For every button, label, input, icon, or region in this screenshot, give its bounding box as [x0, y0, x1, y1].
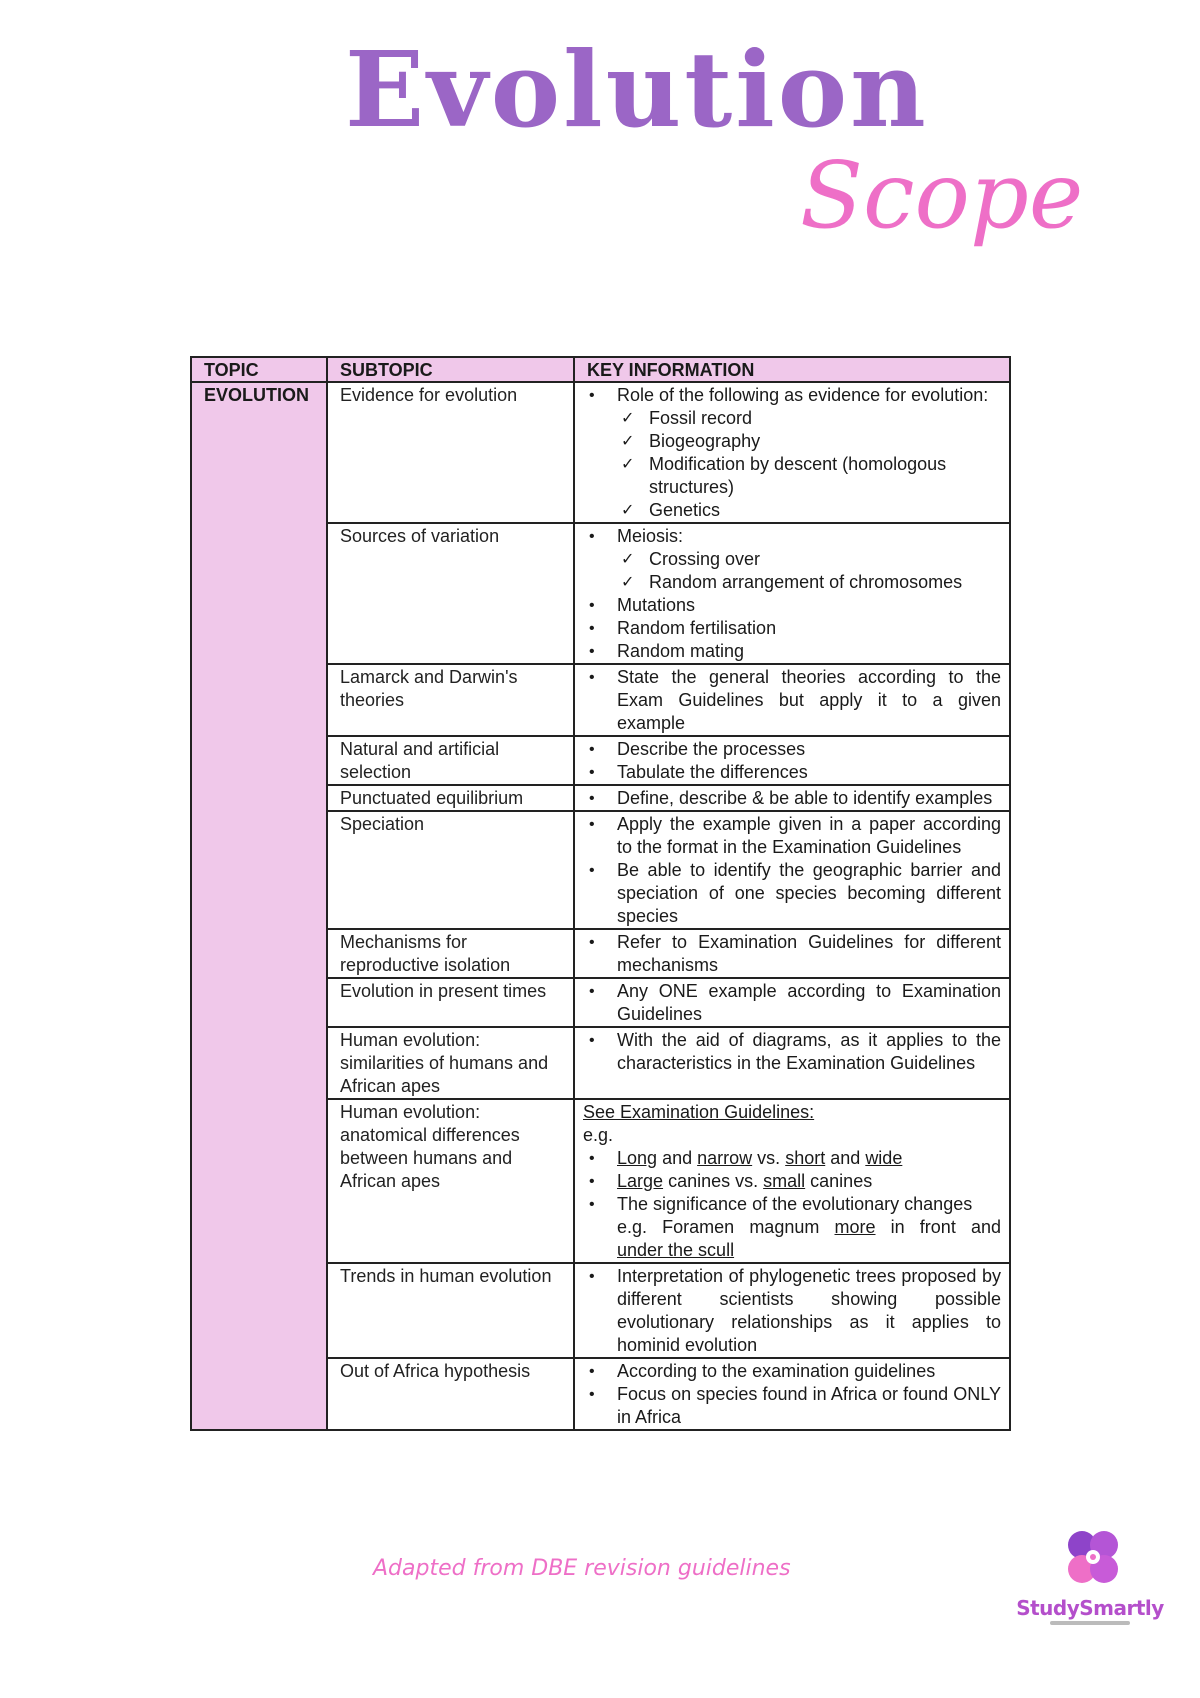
scope-table	[190, 356, 1011, 1431]
footer-note: Adapted from DBE revision guidelines	[373, 1556, 791, 1581]
logo-wordmark: StudySmartly	[1016, 1596, 1164, 1620]
word-under-the-scull: under the scull	[617, 1240, 735, 1260]
page-subtitle: Scope	[800, 142, 1084, 249]
word: and	[830, 1148, 861, 1168]
key-info-cell	[574, 523, 1010, 664]
word: e.g. Foramen magnum	[617, 1217, 820, 1237]
studysmartly-logo	[1010, 1520, 1170, 1630]
subtopic-cell: Human evolution: anatomical differences between humans and African apes	[327, 1099, 574, 1263]
eg-label: e.g.	[583, 1125, 614, 1145]
list-item	[583, 1147, 1001, 1170]
subtopic-cell: Natural and artificial selection	[327, 736, 574, 785]
subtopic-cell: Evolution in present times	[327, 978, 574, 1027]
list-item	[583, 525, 1001, 594]
word: in front and	[890, 1217, 1001, 1237]
list-item: • Any ONE example according to Examination Guidelines	[583, 980, 1001, 1026]
word-short: short	[785, 1148, 826, 1168]
key-info-cell	[574, 664, 1010, 736]
key-info-cell	[574, 736, 1010, 785]
list-item: • Focus on species found in Africa or found ONLY in Africa	[583, 1383, 1001, 1429]
word-narrow: narrow	[697, 1148, 753, 1168]
word-long: Long	[617, 1148, 658, 1168]
list-item: • Refer to Examination Guidelines for different mechanisms	[583, 931, 1001, 977]
subtopic-cell: Trends in human evolution	[327, 1263, 574, 1358]
key-info-cell	[574, 382, 1010, 523]
list-item: • Describe the processes	[583, 738, 1001, 761]
page-title: Evolution	[345, 28, 929, 151]
key-info-cell	[574, 1358, 1010, 1430]
table-row	[191, 382, 1010, 523]
subtopic-cell: Speciation	[327, 811, 574, 929]
key-info-cell	[574, 811, 1010, 929]
list-item: • State the general theories according to the Exam Guidelines but apply it to a given example	[583, 666, 1001, 735]
key-info-cell	[574, 929, 1010, 978]
logo-tagline	[1050, 1621, 1130, 1625]
topic-cell: EVOLUTION	[191, 382, 327, 1430]
key-info-cell	[574, 1263, 1010, 1358]
subtopic-cell: Sources of variation	[327, 523, 574, 664]
column-header-key-information: KEY INFORMATION	[574, 357, 1010, 382]
check-item: ✓ Fossil record	[617, 407, 1001, 430]
subtopic-cell: Evidence for evolution	[327, 382, 574, 523]
word: canines vs.	[668, 1171, 759, 1191]
list-item: • With the aid of diagrams, as it applies to the characteristics in the Examination Guidelines	[583, 1029, 1001, 1075]
key-info-text: Meiosis:	[617, 526, 684, 546]
word: and	[662, 1148, 693, 1168]
column-header-subtopic: SUBTOPIC	[327, 357, 574, 382]
subtopic-cell: Mechanisms for reproductive isolation	[327, 929, 574, 978]
key-info-text: • The significance of the evolutionary changes	[617, 1194, 973, 1214]
key-info-example	[617, 1216, 1001, 1239]
list-item: • Be able to identify the geographic barrier and speciation of one species becoming different species	[583, 859, 1001, 928]
word: canines	[810, 1171, 873, 1191]
list-item: • Random mating	[583, 640, 1001, 663]
list-item: • Interpretation of phylogenetic trees proposed by different scientists showing possible evolutionary relationships as it applies to hominid evolution	[583, 1265, 1001, 1357]
word-large: Large	[617, 1171, 664, 1191]
see-guidelines-link: See Examination Guidelines:	[583, 1102, 815, 1122]
puzzle-flower-icon	[1060, 1525, 1126, 1591]
column-header-topic: TOPIC	[191, 357, 327, 382]
word: vs.	[757, 1148, 781, 1168]
check-item: ✓ Random arrangement of chromosomes	[617, 571, 1001, 594]
list-item	[583, 1193, 1001, 1262]
check-item: ✓ Modification by descent (homologous structures)	[617, 453, 1001, 499]
subtopic-cell: Punctuated equilibrium	[327, 785, 574, 811]
subtopic-cell: Lamarck and Darwin's theories	[327, 664, 574, 736]
check-item: ✓ Biogeography	[617, 430, 1001, 453]
list-item	[583, 1170, 1001, 1193]
key-info-cell	[574, 1099, 1010, 1263]
key-info-cell	[574, 978, 1010, 1027]
list-item: • Mutations	[583, 594, 1001, 617]
list-item: • Apply the example given in a paper according to the format in the Examination Guidelines	[583, 813, 1001, 859]
key-info-cell	[574, 785, 1010, 811]
key-info-text: Role of the following as evidence for evolution:	[617, 385, 989, 405]
word-more: more	[834, 1217, 876, 1237]
list-item: • Random fertilisation	[583, 617, 1001, 640]
list-item	[583, 384, 1001, 522]
list-item: • Tabulate the differences	[583, 761, 1001, 784]
list-item: • According to the examination guidelines	[583, 1360, 1001, 1383]
word-wide: wide	[865, 1148, 903, 1168]
subtopic-cell: Out of Africa hypothesis	[327, 1358, 574, 1430]
table-header-row	[191, 357, 1010, 382]
subtopic-cell: Human evolution: similarities of humans and African apes	[327, 1027, 574, 1099]
key-info-cell	[574, 1027, 1010, 1099]
check-item: ✓ Genetics	[617, 499, 1001, 522]
word-small: small	[763, 1171, 806, 1191]
list-item: • Define, describe & be able to identify examples	[583, 787, 1001, 810]
check-item: ✓ Crossing over	[617, 548, 1001, 571]
